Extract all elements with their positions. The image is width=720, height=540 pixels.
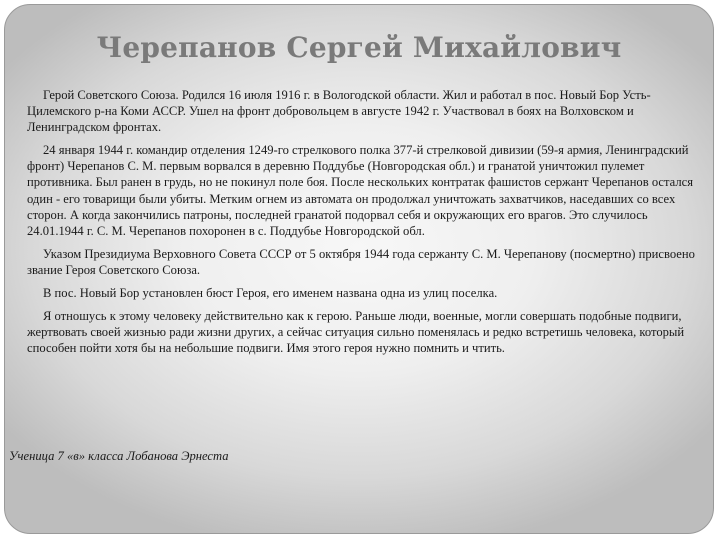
author-signature: Ученица 7 «в» класса Лобанова Эрнеста [9, 449, 229, 463]
slide-body [27, 87, 699, 363]
slide-title: Черепанов Сергей Михайлович [96, 31, 622, 64]
paragraph-award: Указом Президиума Верховного Совета СССР от 5 октября 1944 года сержанту С. М. Черепанову (посмертно) присвоено звание Героя Советского Союза. [27, 246, 695, 277]
paragraph-biography: Герой Советского Союза. Родился 16 июля 1916 г. в Вологодской области. Жил и работал в пос. Новый Бор Усть-Цилемского р-на Коми АССР. Ушел на фронт добровольцем в августе 1942 г. Участвовал в боях на Волховском и Ленинградском фронтах. [27, 88, 651, 135]
slide [4, 4, 714, 534]
paragraph-memorial: В пос. Новый Бор установлен бюст Героя, его именем названа одна из улиц поселка. [43, 286, 498, 301]
paragraph-opinion: Я отношусь к этому человеку действительно как к герою. Раньше люди, военные, могли совершать подобные подвиги, жертвовать своей жизнью ради жизни других, а сейчас ситуация сильно поменялась и редко встретишь человека, который способен пойти хотя бы на небольшие подвиги. Имя этого героя нужно помнить и чтить. [27, 309, 685, 356]
paragraph-feat: 24 января 1944 г. командир отделения 1249-го стрелкового полка 377-й стрелковой дивизии (59-я армия, Ленинградский фронт) Черепанов С. М. первым ворвался в деревню Поддубье (Новгородская обл.) и гранатой уничтожил пулемет противника. Был ранен в грудь, но не покинул поле боя. После нескольких контратак фашистов сержант Черепанов остался один - его товарищи были убиты. Метким огнем из автомата он продолжал уничтожать захватчиков, наседавших со всех сторон. А когда закончились патроны, последней гранатой подорвал себя и окружающих его врагов. Это случилось 24.01.1944 г. С. М. Черепанов похоронен в с. Поддубье Новгородской обл. [27, 143, 694, 238]
